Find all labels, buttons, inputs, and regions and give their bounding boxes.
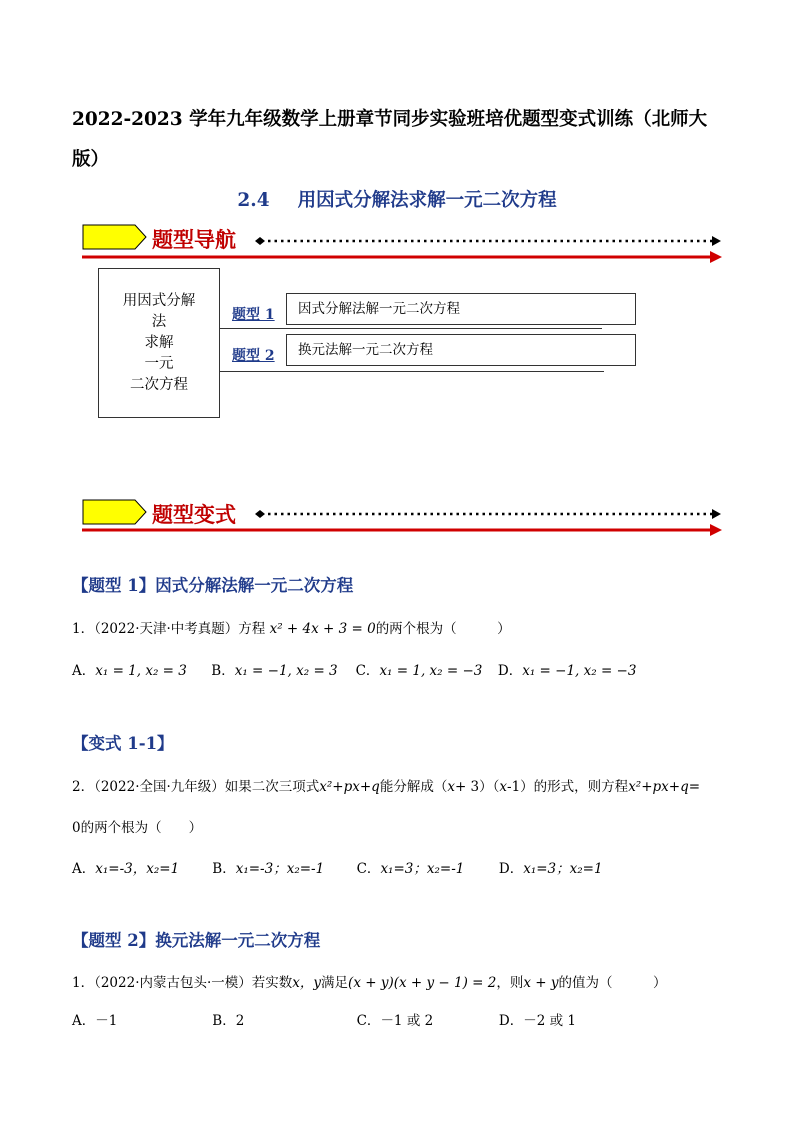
option-a[interactable]: A．x₁ = 1, x₂ = 3 [72,663,187,679]
question-tail: 的两个根为（ ） [375,621,511,637]
nav-type1-box: 因式分解法解一元二次方程 [286,293,636,325]
nav-main-line: 二次方程 [130,376,188,393]
option-a[interactable]: A．－1 [72,1013,118,1029]
nav-main-line: 求解 [144,334,174,351]
option-a[interactable]: A．x₁=-3，x₂=1 [72,861,180,877]
nav-type2-label: 题型 2 [232,348,275,364]
nav-connector-line [220,371,604,372]
question-2-line1: 2．（2022·全国·九年级）如果二次三项式x²+px+q能分解成（x+ 3）（x-1）的形式，则方程x²+px+q= [72,779,701,795]
option-c[interactable]: C．－1 或 2 [356,1013,434,1029]
type2-heading: 【题型 2】换元法解一元二次方程 [72,931,321,950]
equation: (x + y)(x + y − 1) = 2 [348,975,497,991]
question-2-line2: 0的两个根为（ ） [72,820,203,836]
nav-connector-line [220,328,602,329]
question-1-options [72,659,732,679]
option-d[interactable]: D．x₁=3；x₂=1 [498,861,603,877]
question-3: 1．（2022·内蒙古包头·一模）若实数x，y满足(x + y)(x + y − 1) = 2，则x + y的值为（ ） [72,975,667,991]
option-b[interactable]: B．x₁ = −1, x₂ = 3 [211,663,338,679]
section-title-text: 用因式分解法求解一元二次方程 [297,190,557,211]
nav-main-line: 用因式分解 [122,292,196,309]
nav-type2-box: 换元法解一元二次方程 [286,334,636,366]
variation-1-1-heading: 【变式 1-1】 [72,734,174,753]
option-d[interactable]: D．x₁ = −1, x₂ = −3 [497,663,637,679]
banner-type-navigation [80,222,730,266]
banner-label: 题型导航 [152,227,236,252]
nav-main-box [98,268,220,418]
type1-heading: 【题型 1】因式分解法解一元二次方程 [72,576,354,595]
option-c[interactable]: C．x₁ = 1, x₂ = −3 [355,663,483,679]
document-title: 2022-2023 学年九年级数学上册章节同步实验班培优题型变式训练（北师大版） [72,109,708,170]
nav-type1-label: 题型 1 [232,307,275,323]
banner-label: 题型变式 [152,502,236,527]
nav-main-line: 法 [151,313,167,330]
option-d[interactable]: D．－2 或 1 [498,1013,576,1029]
option-c[interactable]: C．x₁=3；x₂=-1 [356,861,465,877]
banner-type-variation [80,497,730,541]
equation: x² + 4x + 3 = 0 [269,621,376,637]
option-b[interactable]: B．2 [212,1013,245,1029]
question-source: （2022·天津·中考真题）方程 [94,621,266,637]
question-number: 1． [72,621,95,637]
section-number: 2.4 [237,190,270,211]
question-3-options [72,1009,732,1029]
option-b[interactable]: B．x₁=-3；x₂=-1 [212,861,325,877]
question-1 [72,617,511,637]
nav-main-line: 一元 [144,355,174,372]
question-2-options [72,857,732,877]
section-title [0,186,794,212]
